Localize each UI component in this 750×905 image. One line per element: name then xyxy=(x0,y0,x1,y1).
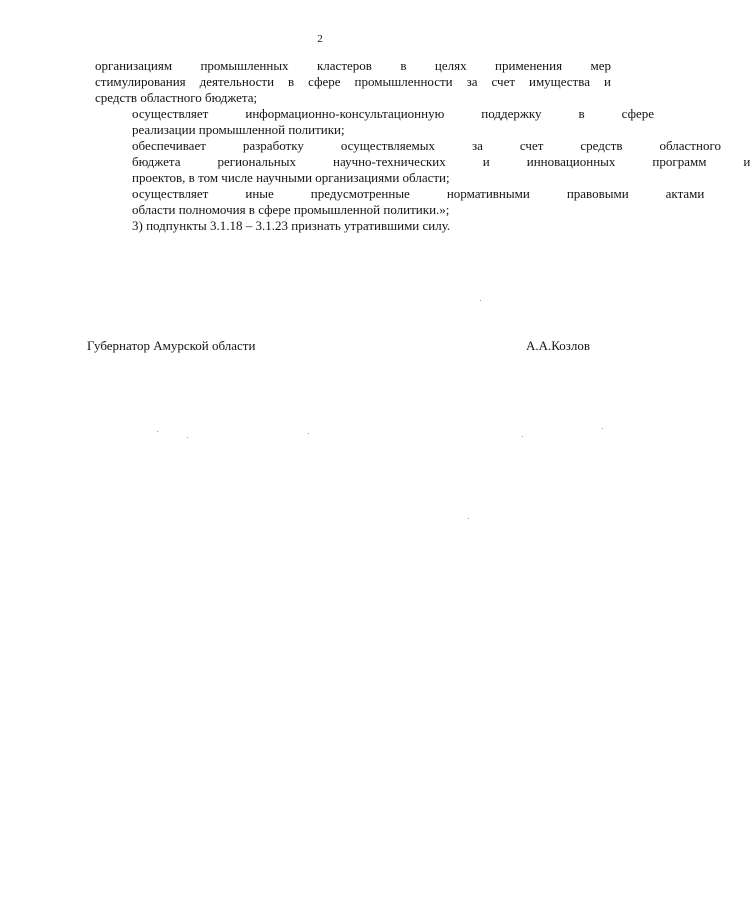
word: инновационных xyxy=(526,154,616,169)
word: правовыми xyxy=(566,186,629,201)
body-paragraph xyxy=(95,58,611,106)
document-body xyxy=(95,58,750,234)
scan-speck xyxy=(480,300,481,301)
word: осуществляет xyxy=(132,186,209,201)
body-paragraph xyxy=(95,106,655,138)
word: имущества xyxy=(529,74,590,89)
word: в xyxy=(578,106,585,121)
scan-speck xyxy=(157,431,158,432)
text-line xyxy=(95,138,721,154)
text-line: 3) подпункты 3.1.18 – 3.1.23 признать утратившими силу. xyxy=(132,218,451,233)
word: поддержку xyxy=(481,106,542,121)
word: сфере xyxy=(308,74,341,89)
word: деятельности xyxy=(199,74,275,89)
body-paragraph xyxy=(95,138,750,186)
word: и xyxy=(482,154,490,169)
word: бюджета xyxy=(132,154,181,169)
word: кластеров xyxy=(316,58,372,73)
text-line xyxy=(95,74,611,90)
word: научно-технических xyxy=(333,154,446,169)
text-line: реализации промышленной политики; xyxy=(132,122,345,137)
text-line: области полномочия в сфере промышленной политики.»; xyxy=(132,202,450,217)
word: сфере xyxy=(621,106,655,121)
word: промышленности xyxy=(354,74,453,89)
body-paragraph xyxy=(95,186,705,218)
word: информационно-консультационную xyxy=(245,106,445,121)
text-line: проектов, в том числе научными организациями области; xyxy=(132,170,450,185)
word: промышленных xyxy=(200,58,289,73)
word: областного xyxy=(659,138,721,153)
word: региональных xyxy=(217,154,296,169)
word: стимулирования xyxy=(95,74,186,89)
word: применения xyxy=(495,58,563,73)
text-line xyxy=(95,186,705,202)
word: осуществляемых xyxy=(340,138,435,153)
word: и xyxy=(743,154,750,169)
word: счет xyxy=(491,74,516,89)
word: осуществляет xyxy=(132,106,209,121)
word: иные xyxy=(245,186,274,201)
word: мер xyxy=(590,58,611,73)
text-line xyxy=(95,106,655,122)
word: актами xyxy=(665,186,705,201)
signatory-position: Губернатор Амурской области xyxy=(87,338,256,353)
word: за xyxy=(466,74,478,89)
word: организациям xyxy=(95,58,173,73)
word: в xyxy=(400,58,407,73)
word: в xyxy=(288,74,295,89)
word: программ xyxy=(652,154,707,169)
text-line xyxy=(95,58,611,74)
scan-speck xyxy=(602,428,603,429)
scan-speck xyxy=(187,437,188,438)
text-line: средств областного бюджета; xyxy=(95,90,258,105)
word: и xyxy=(603,74,611,89)
word: целях xyxy=(434,58,467,73)
signature-block xyxy=(87,338,590,354)
word: предусмотренные xyxy=(310,186,410,201)
word: нормативными xyxy=(446,186,530,201)
text-line xyxy=(95,154,750,170)
word: счет xyxy=(519,138,544,153)
scan-speck xyxy=(468,518,469,519)
scan-speck xyxy=(522,436,523,437)
body-paragraph xyxy=(95,218,611,234)
scan-speck xyxy=(308,433,309,434)
word: за xyxy=(472,138,483,153)
word: средств xyxy=(580,138,623,153)
page-number: 2 xyxy=(317,33,323,45)
signatory-name: А.А.Козлов xyxy=(525,338,590,353)
word: обеспечивает xyxy=(132,138,206,153)
word: разработку xyxy=(242,138,304,153)
